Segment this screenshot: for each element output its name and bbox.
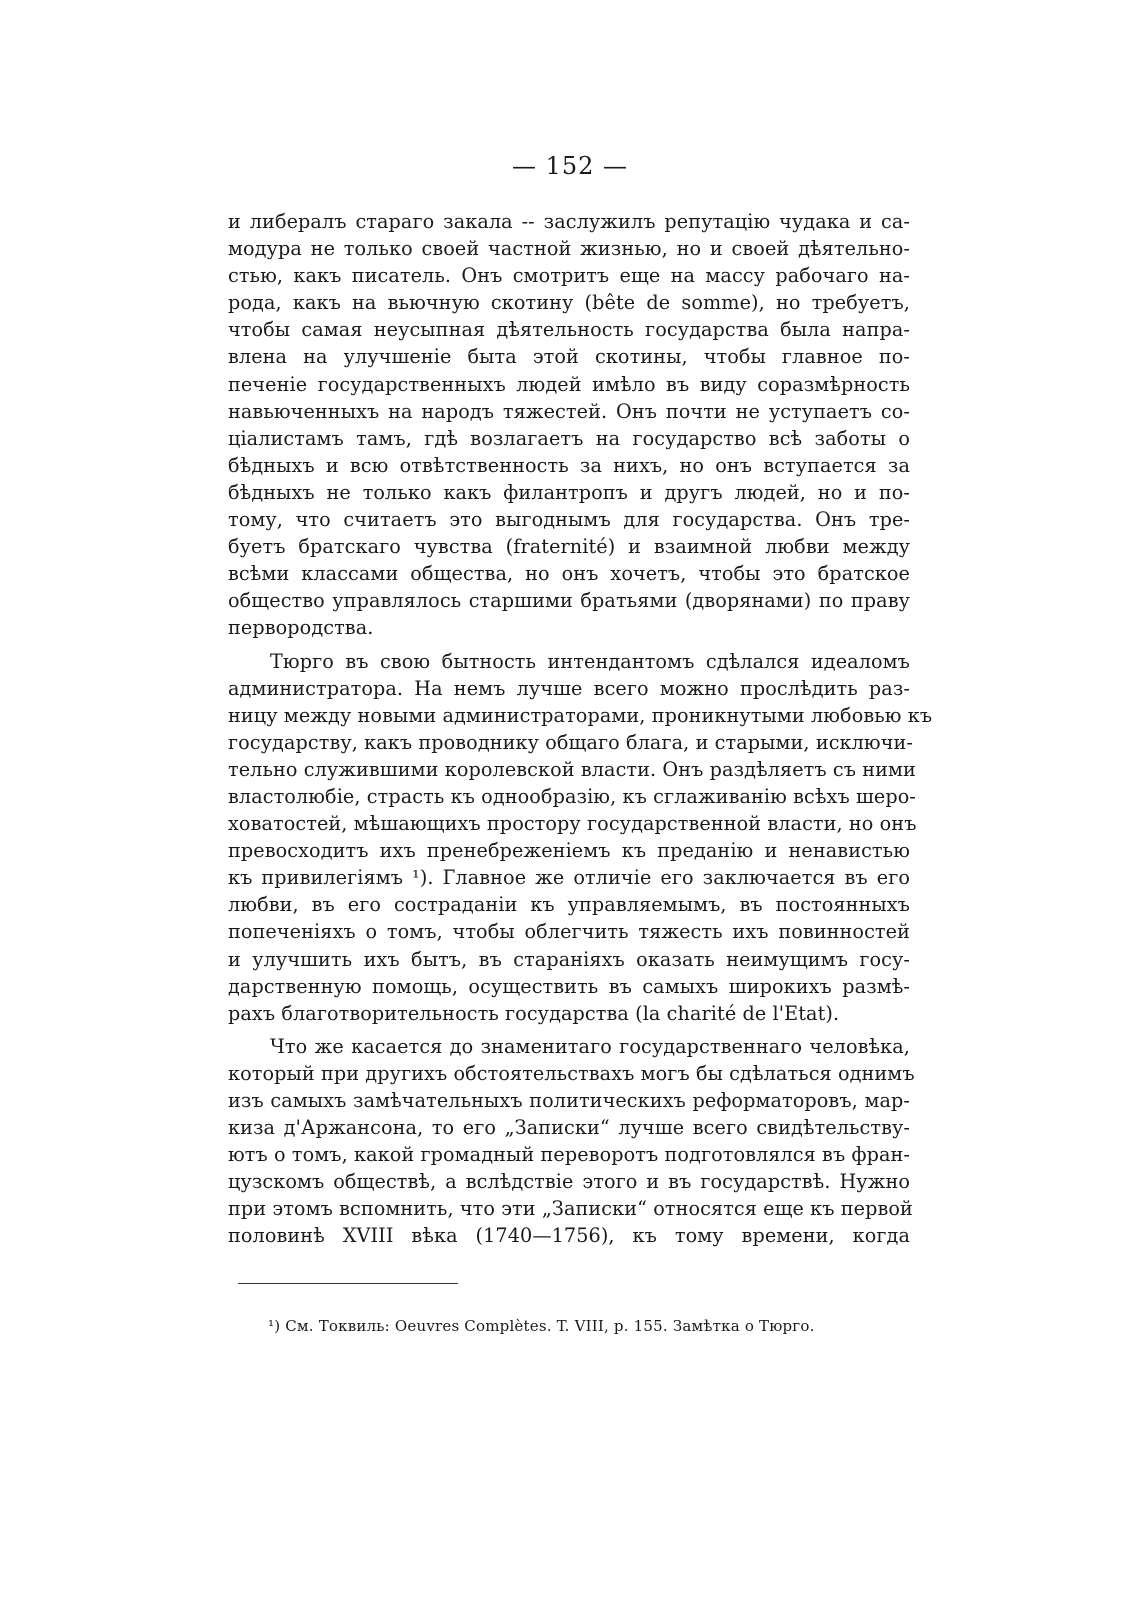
text-line: бѣдныхъ не только какъ филантропъ и другъ людей, но и по-: [228, 480, 910, 504]
text-line: цузскомъ обществѣ, а вслѣдствіе этого и въ государствѣ. Нужно: [228, 1170, 910, 1194]
text-line: и либералъ стараго закала -- заслужилъ репутацію чудака и са-: [228, 210, 910, 233]
text-line: модура не только своей частной жизнью, но и своей дѣятельно-: [228, 237, 910, 261]
text-line: первородства.: [228, 616, 374, 640]
text-line: изъ самыхъ замѣчательныхъ политическихъ реформаторовъ, мар-: [228, 1089, 910, 1112]
text-line: рахъ благотворительность государства (la charité de l'Etat).: [228, 1001, 840, 1025]
text-line: Тюрго въ свою бытность интендантомъ сдѣлался идеаломъ: [270, 649, 910, 673]
text-line: всѣми классами общества, но онъ хочетъ, чтобы это братское: [228, 562, 910, 586]
text-line: печеніе государственныхъ людей имѣло въ виду соразмѣрность: [228, 372, 910, 396]
text-line: ницу между новыми администраторами, проникнутыми любовью къ: [228, 703, 933, 727]
text-line: ютъ о томъ, какой громадный переворотъ подготовлялся въ фран-: [228, 1143, 910, 1167]
text-line: Что же касается до знаменитаго государственнаго человѣка,: [270, 1034, 910, 1058]
page-number: — 152 —: [511, 152, 629, 180]
text-line: общество управлялось старшими братьями (дворянами) по праву: [228, 589, 910, 613]
text-line: который при другихъ обстоятельствахъ могъ бы сдѣлаться однимъ: [228, 1061, 915, 1085]
text-line: чтобы самая неусыпная дѣятельность государства была напра-: [228, 318, 910, 342]
text-line: дарственную помощь, осуществить въ самыхъ широкихъ размѣ-: [228, 974, 910, 998]
text-line: властолюбіе, страсть къ однообразію, къ сглаживанію всѣхъ шеро-: [228, 784, 916, 808]
text-line: бѣдныхъ и всю отвѣтственность за нихъ, но онъ вступается за: [228, 453, 910, 477]
text-line: ціалистамъ тамъ, гдѣ возлагаетъ на государство всѣ заботы о: [228, 426, 910, 450]
text-line: при этомъ вспомнить, что эти „Записки“ относятся еще къ первой: [228, 1197, 913, 1221]
footnote-divider: [238, 1283, 458, 1284]
text-line: тельно служившими королевской власти. Онъ раздѣляетъ съ ними: [228, 757, 916, 781]
text-line: рода, какъ на вьючную скотину (bête de somme), но требуетъ,: [228, 291, 910, 315]
text-line: къ привилегіямъ ¹). Главное же отличіе его заключается въ его: [228, 866, 910, 890]
text-line: половинѣ XVIII вѣка (1740—1756), къ тому времени, когда: [228, 1224, 910, 1248]
text-line: тому, что считаетъ это выгоднымъ для государства. Онъ тре-: [228, 508, 910, 532]
text-line: навьюченныхъ на народъ тяжестей. Онъ почти не уступаетъ со-: [228, 399, 910, 423]
text-line: стью, какъ писатель. Онъ смотритъ еще на массу рабочаго на-: [228, 264, 910, 288]
text-line: и улучшить ихъ бытъ, въ стараніяхъ оказать неимущимъ госу-: [228, 947, 910, 971]
text-line: государству, какъ проводнику общаго блага, и старыми, исключи-: [228, 730, 913, 754]
text-line: ховатостей, мѣшающихъ простору государственной власти, но онъ: [228, 812, 917, 836]
text-line: превосходитъ ихъ пренебреженіемъ къ преданію и ненавистью: [228, 839, 910, 863]
footnote: ¹) См. Токвиль: Oeuvres Complètes. T. VIII, p. 155. Замѣтка о Тюрго.: [268, 1317, 815, 1335]
main-text: [228, 208, 933, 1250]
text-line: влена на улучшеніе быта этой скотины, чтобы главное по-: [228, 345, 910, 369]
text-line: администратора. На немъ лучше всего можно прослѣдить раз-: [228, 676, 910, 700]
text-line: киза д'Аржансона, то его „Записки“ лучше всего свидѣтельству-: [228, 1116, 910, 1140]
text-line: любви, въ его состраданіи къ управляемымъ, въ постоянныхъ: [228, 893, 910, 917]
text-line: попеченіяхъ о томъ, чтобы облегчить тяжесть ихъ повинностей: [228, 920, 910, 944]
text-line: буетъ братскаго чувства (fraternité) и взаимной любви между: [228, 535, 910, 559]
